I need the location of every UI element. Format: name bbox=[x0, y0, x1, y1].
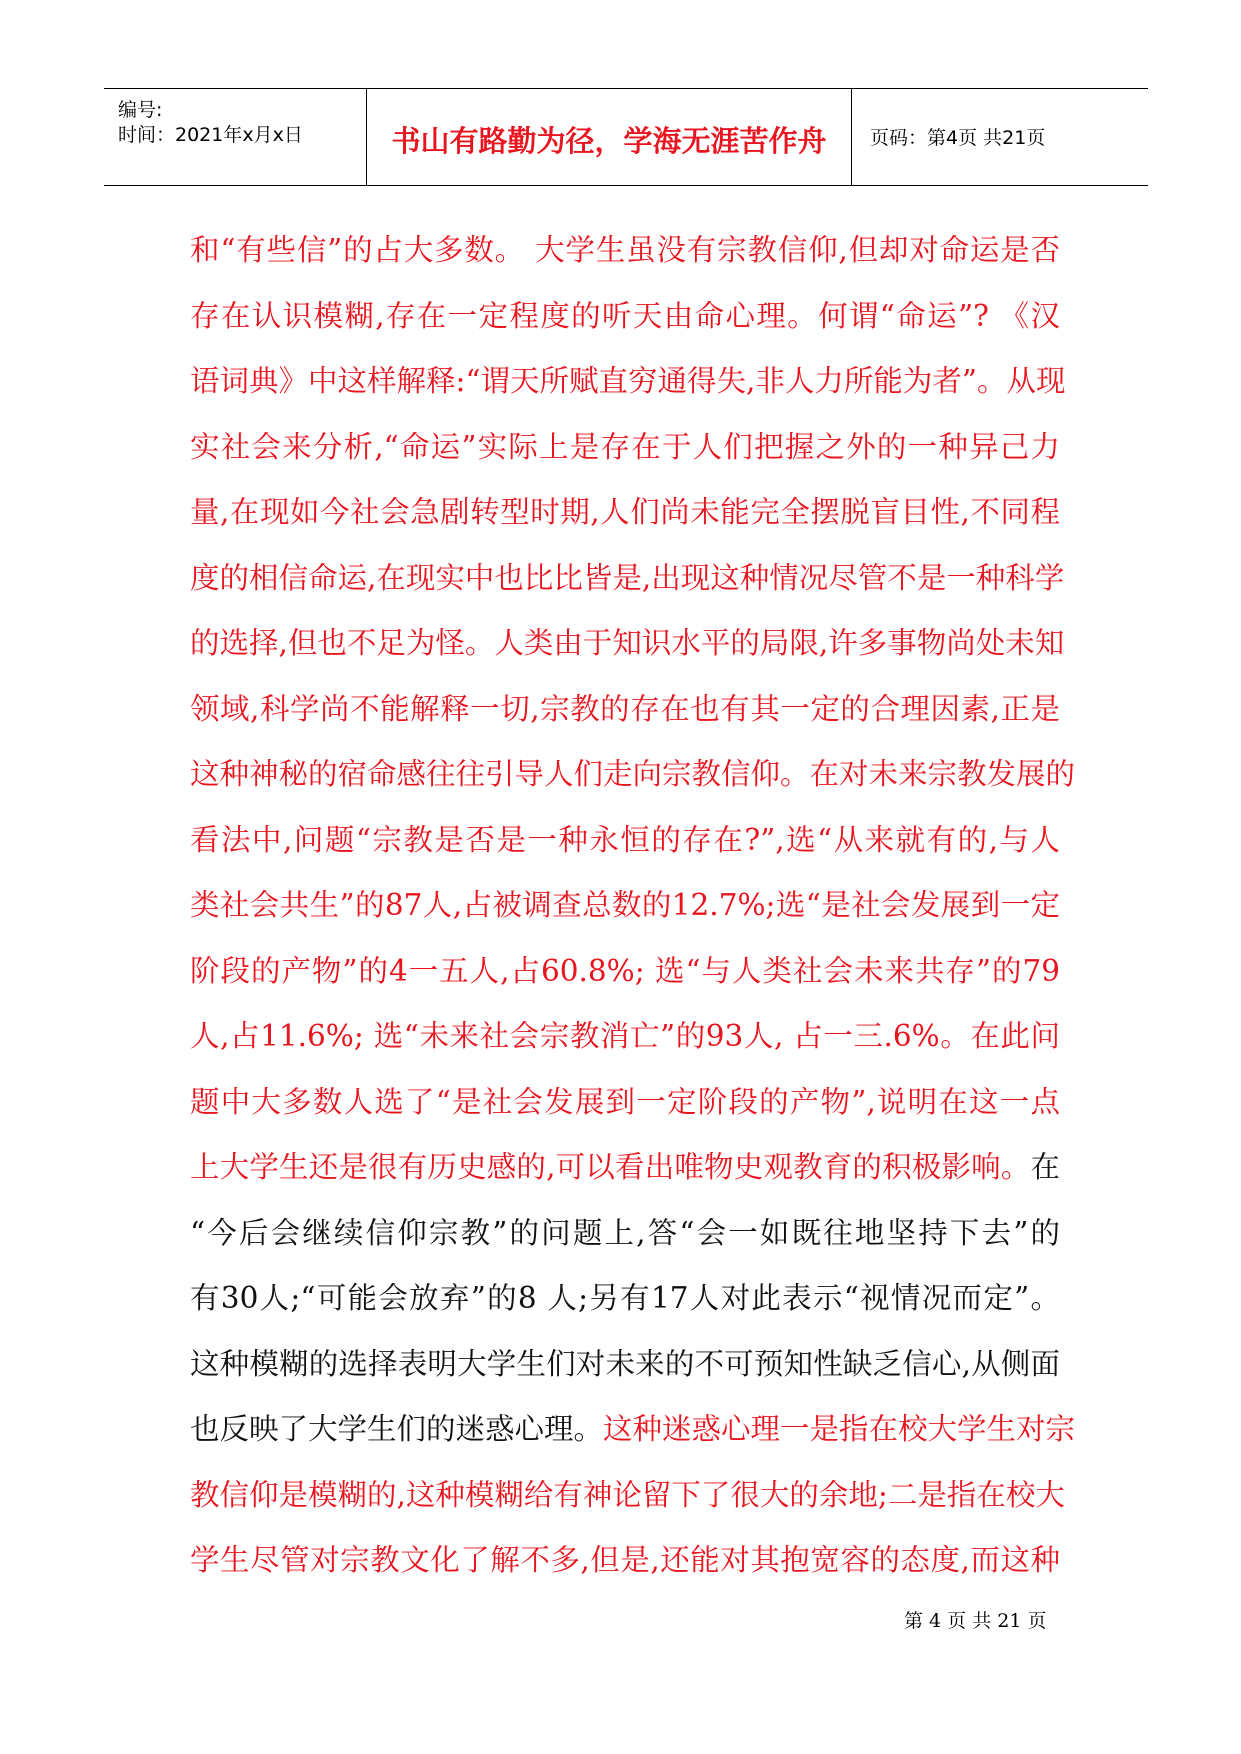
body-text-segment: 有30人;“可能会放弃”的8 人;另有17人对此表示“视情况而定”。 bbox=[190, 1281, 1060, 1315]
body-line bbox=[190, 218, 1060, 284]
body-line bbox=[190, 808, 1060, 874]
body-text-segment: 这种模糊的选择表明大学生们对未来的不可预知性缺乏信心,从侧面 bbox=[190, 1346, 1060, 1381]
body-text-segment: 学生尽管对宗教文化了解不多,但是,还能对其抱宽容的态度,而这种 bbox=[190, 1543, 1060, 1577]
body-text-segment: 上大学生还是很有历史感的,可以看出唯物史观教育的积极影响。 bbox=[190, 1150, 1031, 1184]
body-line bbox=[190, 611, 1065, 677]
body-line bbox=[190, 873, 1060, 939]
body-line bbox=[190, 546, 1065, 612]
body-line bbox=[190, 1201, 1060, 1267]
body-line bbox=[190, 1070, 1060, 1136]
body-line bbox=[190, 1004, 1060, 1070]
body-line bbox=[190, 677, 1060, 743]
body-line bbox=[190, 349, 1066, 415]
body-text-segment: 语词典》中这样解释:“谓天所赋直穷通得失,非人力所能为者”。从现 bbox=[190, 364, 1066, 398]
body-text-segment: 也反映了大学生们的迷惑心理。 bbox=[190, 1412, 604, 1446]
body-text-segment: 类社会共生”的87人,占被调查总数的12.7%;选“是社会发展到一定 bbox=[190, 888, 1060, 922]
document-number-label: 编号: bbox=[118, 99, 163, 121]
header-motto: 书山有路勤为径，学海无涯苦作舟 bbox=[391, 124, 827, 158]
page-header bbox=[104, 88, 1148, 186]
body-text-segment: 题中大多数人选了“是社会发展到一定阶段的产物”,说明在这一点 bbox=[190, 1084, 1060, 1119]
body-text-segment: 量,在现如今社会急剧转型时期,人们尚未能完全摆脱盲目性,不同程 bbox=[190, 495, 1060, 529]
document-body bbox=[190, 218, 1076, 1594]
body-line bbox=[190, 939, 1060, 1005]
body-text-segment: 在 bbox=[1030, 1150, 1060, 1184]
header-middle-cell bbox=[367, 89, 852, 185]
document-time-label: 时间：2021年x月x日 bbox=[118, 124, 303, 146]
body-text-segment: 人,占11.6%; 选“未来社会宗教消亡”的93人, 占一三.6%。在此问 bbox=[190, 1019, 1060, 1053]
body-text-segment: 和“有些信”的占大多数。 大学生虽没有宗教信仰,但却对命运是否 bbox=[190, 233, 1060, 267]
body-line bbox=[190, 1397, 1076, 1463]
body-text-segment: 这种神秘的宿命感往往引导人们走向宗教信仰。在对未来宗教发展的 bbox=[190, 757, 1076, 791]
body-text-segment: 看法中,问题“宗教是否是一种永恒的存在?”,选“从来就有的,与人 bbox=[190, 822, 1060, 857]
body-line bbox=[190, 1135, 1060, 1201]
body-text-segment: 度的相信命运,在现实中也比比皆是,出现这种情况尽管不是一种科学 bbox=[190, 560, 1065, 595]
body-text-segment: “今后会继续信仰宗教”的问题上,答“会一如既往地坚持下去”的 bbox=[190, 1215, 1060, 1250]
body-line bbox=[190, 415, 1060, 481]
body-line bbox=[190, 480, 1060, 546]
body-text-segment: 的选择,但也不足为怪。人类由于知识水平的局限,许多事物尚处未知 bbox=[190, 626, 1065, 660]
body-text-segment: 领域,科学尚不能解释一切,宗教的存在也有其一定的合理因素,正是 bbox=[190, 691, 1060, 726]
body-line bbox=[190, 1266, 1060, 1332]
body-text-segment: 教信仰是模糊的,这种模糊给有神论留下了很大的余地;二是指在校大 bbox=[190, 1477, 1065, 1512]
header-page-info: 页码：第4页 共21页 bbox=[870, 127, 1046, 149]
body-line bbox=[190, 1528, 1060, 1594]
body-line bbox=[190, 284, 1060, 350]
header-left-cell bbox=[104, 89, 367, 185]
page-footer: 第 4 页 共 21 页 bbox=[904, 1610, 1047, 1632]
body-text-segment: 这种迷惑心理一是指在校大学生对宗 bbox=[603, 1412, 1076, 1446]
body-text-segment: 实社会来分析,“命运”实际上是存在于人们把握之外的一种异己力 bbox=[190, 429, 1060, 464]
body-line bbox=[190, 1332, 1060, 1398]
header-right-cell bbox=[852, 89, 1148, 185]
body-text-segment: 存在认识模糊,存在一定程度的听天由命心理。何谓“命运”? 《汉 bbox=[190, 298, 1060, 333]
body-text-segment: 阶段的产物”的4一五人,占60.8%; 选“与人类社会未来共存”的79 bbox=[190, 953, 1060, 988]
body-line bbox=[190, 742, 1076, 808]
body-line bbox=[190, 1463, 1065, 1529]
